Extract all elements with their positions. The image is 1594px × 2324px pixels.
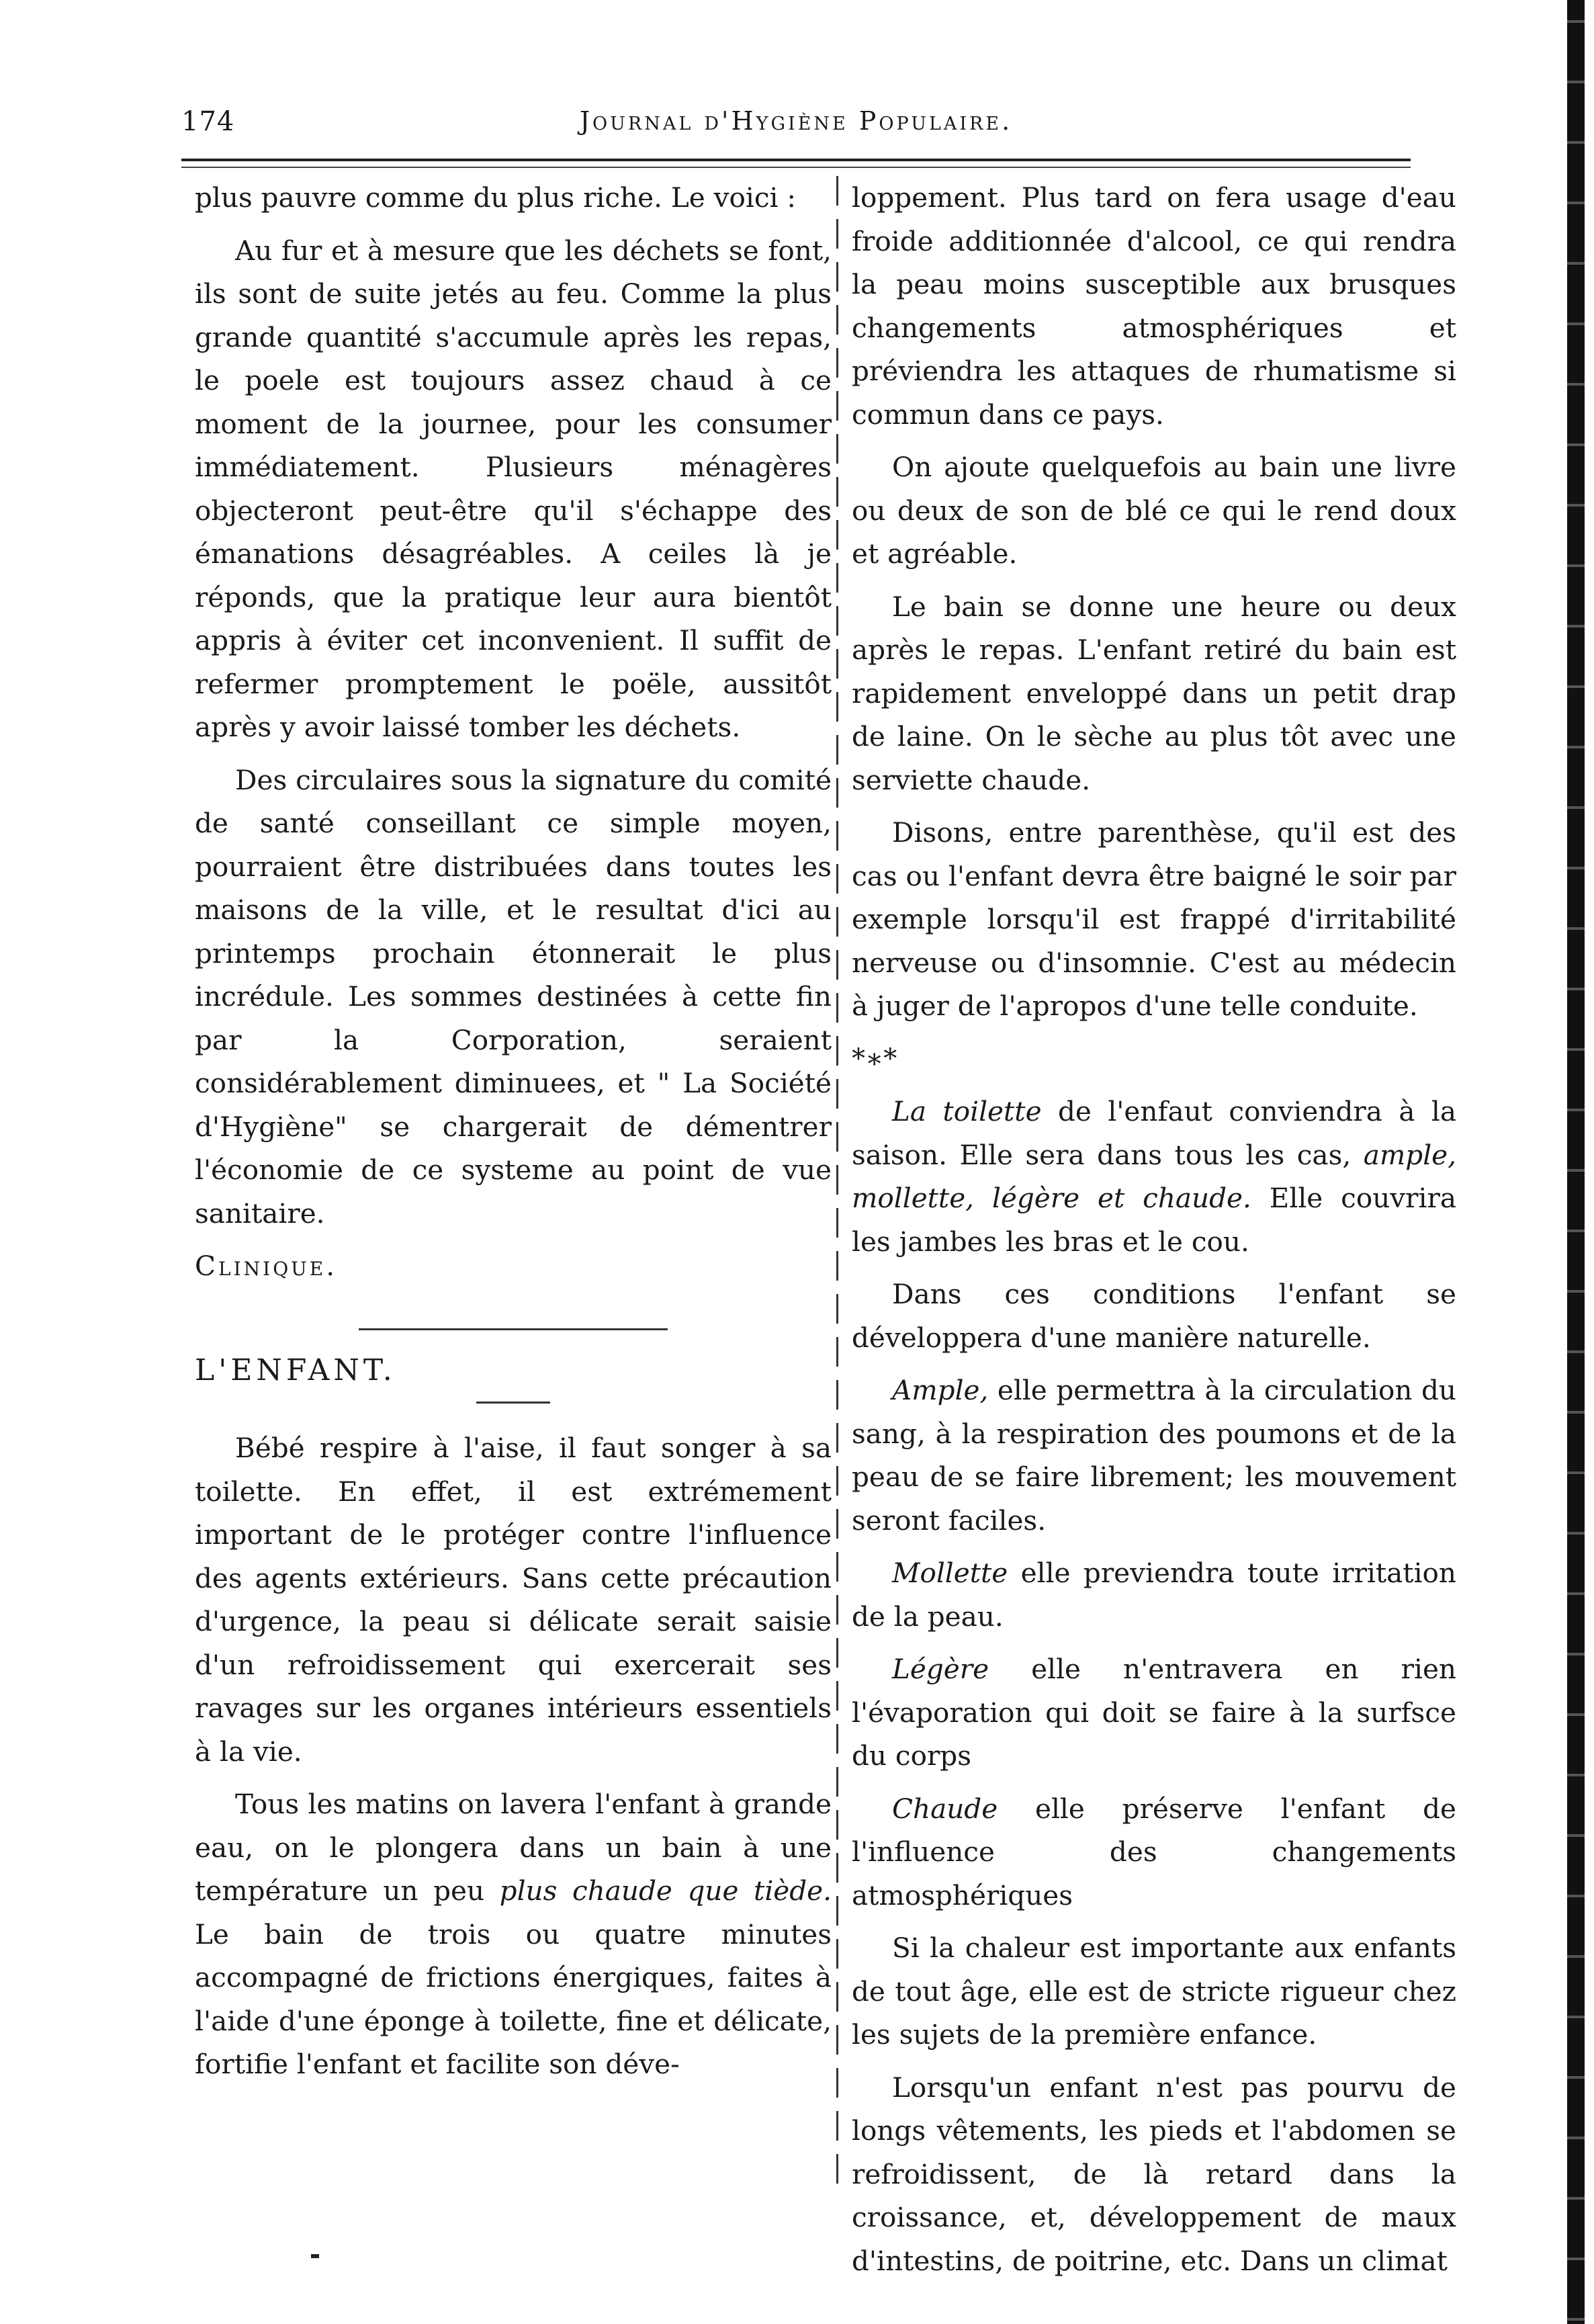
paragraph: loppement. Plus tard on fera usage d'eau froide additionnée d'alcool, ce qui rendra la peau moins susceptible aux brusques changements atmosphériques et préviendra les attaques de rhumatisme si commun dans ce pays. — [852, 181, 1456, 431]
paragraph: On ajoute quelquefois au bain une livre ou deux de son de blé ce qui le rend doux et agréable. — [852, 451, 1456, 570]
section-rule-short — [476, 1402, 550, 1404]
page-header — [181, 106, 1411, 153]
section-title: L'ENFANT. — [195, 1352, 396, 1387]
emphasis: ample, mollette, légère et chaude. — [852, 1138, 1456, 1214]
paragraph: Le bain se donne une heure ou deux après le repas. L'enfant retiré du bain est rapidement enveloppé dans un petit drap de laine. On le sèche au plus tôt avec une serviette chaude. — [852, 590, 1456, 796]
emphasis: La toilette — [892, 1095, 1042, 1127]
ink-speck — [311, 2254, 319, 2258]
text-run: Tous les matins on lavera l'enfant à grande eau, on le plongera dans un bain à une température un peu — [195, 1788, 832, 1907]
paragraph: Si la chaleur est importante aux enfants de tout âge, elle est de stricte rigueur chez les sujets de la première enfance. — [852, 1932, 1456, 2051]
signature: Clinique. — [195, 1250, 338, 1282]
page-edge-binding-mark — [1567, 0, 1585, 2324]
asterism: *∗* — [852, 1043, 897, 1074]
text-run: de l'enfaut conviendra à la saison. Elle sera dans tous les cas, — [852, 1095, 1457, 1171]
paragraph — [852, 1090, 1456, 1263]
paragraph: Des circulaires sous la signature du comité de santé conseillant ce simple moyen, pourraient être distribuées dans toutes les maisons de la ville, et le resultat d'ici au printemps prochain étonnerait le plus incrédule. Les sommes destinées à cette fin par la Corporation, seraient considérablement diminuees, et " La Société d'Hygiène" se chargerait de démentrer l'économie de ce systeme au point de vue sanitaire. — [195, 763, 832, 1230]
right-column — [852, 176, 1456, 2292]
page-number: 174 — [181, 106, 235, 137]
paragraph: plus pauvre comme du plus riche. Le voici : — [195, 181, 796, 214]
text-run: Elle couvrira les jambes les bras et le cou. — [852, 1182, 1456, 1258]
text-run: elle previendra toute irritation de la peau. — [852, 1557, 1456, 1633]
emphasis: plus chaude que tiède. — [499, 1875, 832, 1907]
paragraph — [852, 1647, 1456, 1778]
emphasis: Ample, — [892, 1374, 989, 1406]
left-column — [195, 176, 832, 2096]
paragraph — [852, 1551, 1456, 1638]
paragraph: Dans ces conditions l'enfant se développera d'une manière naturelle. — [852, 1278, 1456, 1354]
header-rule-thick — [181, 159, 1411, 161]
text-run: elle n'entravera en rien l'évaporation qui doit se faire à la surfsce du corps — [852, 1653, 1456, 1772]
column-divider — [836, 176, 838, 2192]
header-rule-thin — [181, 167, 1411, 168]
emphasis: Chaude — [892, 1792, 998, 1825]
text-run: Le bain de trois ou quatre minutes accompagné de frictions énergiques, faites à l'aide d'une éponge à toilette, fine et délicate, fortifie l'enfant et facilite son déve- — [195, 1918, 832, 2080]
emphasis: Mollette — [892, 1557, 1008, 1589]
paragraph — [852, 1787, 1456, 1918]
paragraph: Disons, entre parenthèse, qu'il est des cas ou l'enfant devra être baigné le soir par exemple lorsqu'il est frappé d'irritabilité nerveuse ou d'insomnie. C'est au médecin à juger de l'apropos d'une telle conduite. — [852, 816, 1456, 1022]
paragraph: Au fur et à mesure que les déchets se font, ils sont de suite jetés au feu. Comme la plus grande quantité s'accumule après les repas, le poele est toujours assez chaud à ce moment de la journee, pour les consumer immédiatement. Plusieurs ménagères objecteront peut-être qu'il s'échappe des émanations désagréables. A ceiles là je réponds, que la pratique leur aura bientôt appris à éviter cet inconvenient. Il suffit de refermer promptement le poële, aussitôt après y avoir laissé tomber les déchets. — [195, 234, 832, 743]
paragraph: Bébé respire à l'aise, il faut songer à sa toilette. En effet, il est extrémement important de le protéger contre l'influence des agents extérieurs. Sans cette précaution d'urgence, la peau si délicate serait saisie d'un refroidissement qui exercerait ses ravages sur les organes intérieurs essentiels à la vie. — [195, 1432, 832, 1768]
paragraph — [852, 1369, 1456, 1542]
paragraph: Lorsqu'un enfant n'est pas pourvu de longs vêtements, les pieds et l'abdomen se refroidissent, de là retard dans la croissance, et, développement de maux d'intestins, de poitrine, etc. Dans un climat — [852, 2071, 1456, 2277]
paragraph — [195, 1782, 832, 2086]
emphasis: Légère — [892, 1653, 989, 1685]
text-run: elle préserve l'enfant de l'influence des changements atmosphériques — [852, 1792, 1456, 1911]
section-rule — [359, 1328, 668, 1330]
running-title: Journal d'Hygiène Populaire. — [579, 106, 1013, 136]
text-run: elle permettra à la circulation du sang, à la respiration des poumons et de la peau de se faire librement; les mouvement seront faciles. — [852, 1374, 1456, 1537]
